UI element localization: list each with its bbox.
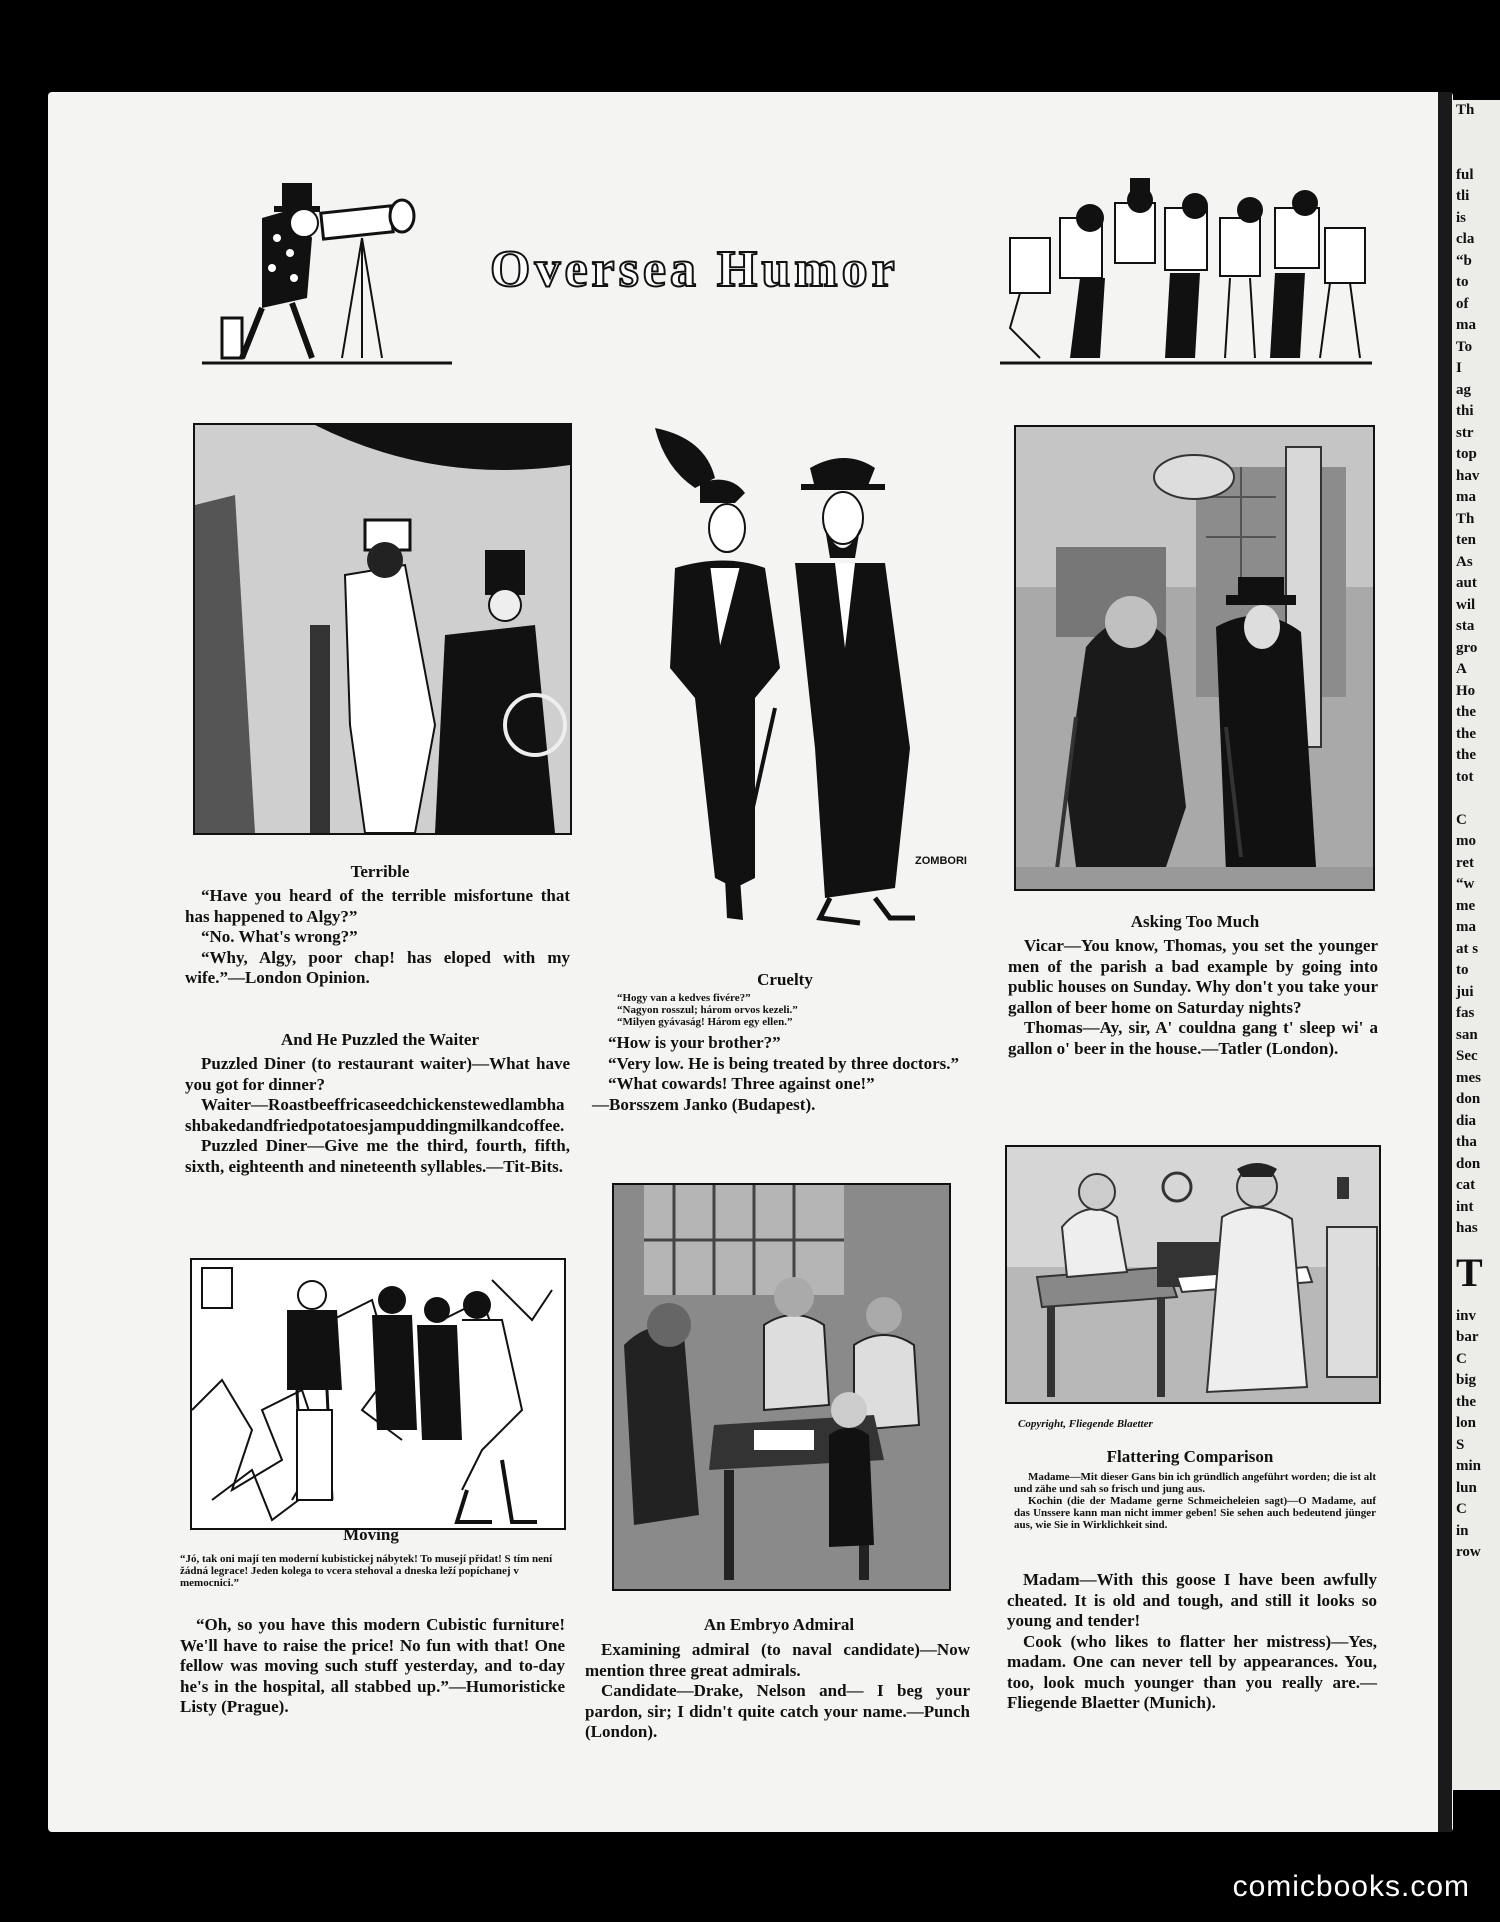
adjacent-page-line <box>1452 143 1500 165</box>
page-spine <box>1438 92 1452 1832</box>
header-banner-right-illustration <box>1000 178 1372 373</box>
adjacent-page-line: C <box>1456 1501 1467 1517</box>
story-paragraph: “Very low. He is being treated by three doctors.” <box>608 1053 959 1073</box>
adjacent-page-line: “b <box>1456 252 1472 269</box>
adjacent-page-line: wil <box>1456 596 1476 613</box>
story-paragraph: “Oh, so you have this modern Cubistic furniture! We'll have to raise the price! No fun with that! One fellow was moving such stuff yesterday, and to-day he's in the hospital, all stabbed up.”—Humoristicke Listy (Prague). <box>180 1615 565 1716</box>
adjacent-page-line: ful <box>1456 166 1474 183</box>
adjacent-page-line: hav <box>1456 467 1480 484</box>
adjacent-page-line: C <box>1456 811 1467 828</box>
story-paragraph: Candidate—Drake, Nelson and— I beg your pardon, sir; I didn't quite catch your name.—Punch (London). <box>585 1681 970 1741</box>
story-foreign-cruelty <box>617 992 977 1028</box>
story-body-flattering <box>1007 1570 1377 1714</box>
adjacent-page-line: As <box>1456 553 1473 570</box>
story-body-waiter <box>185 1054 570 1177</box>
naval-examination-scene-drawing <box>614 1185 949 1589</box>
adjacent-page-line: inv <box>1456 1307 1477 1324</box>
adjacent-page-line: don <box>1456 1155 1481 1172</box>
adjacent-page-line: me <box>1456 897 1476 914</box>
adjacent-page-line: cat <box>1456 1177 1476 1193</box>
adjacent-page-line: thi <box>1456 403 1474 419</box>
adjacent-page-line: ag <box>1456 381 1471 398</box>
foreign-line: “Hogy van a kedves fivére?” <box>617 992 751 1004</box>
adjacent-page-line: To <box>1456 338 1473 355</box>
story-paragraph: Thomas—Ay, sir, A' couldna gang t' sleep wi' a gallon o' beer in the house.—Tatler (London). <box>1008 1018 1378 1058</box>
story-paragraph: Examining admiral (to naval candidate)—Now mention three great admirals. <box>585 1640 970 1680</box>
adjacent-page-line: the <box>1456 747 1476 763</box>
foreign-line: “Nagyon rosszul; három orvos kezeli.” <box>617 1004 798 1016</box>
copyright-caption: Copyright, Fliegende Blaetter <box>1018 1418 1153 1430</box>
story-paragraph: Cook (who likes to flatter her mistress)—Yes, madam. One can never tell by appearances. You, too, look much younger than you really are.—Fliegende Blaetter (Munich). <box>1007 1631 1377 1712</box>
story-title-waiter: And He Puzzled the Waiter <box>281 1030 479 1049</box>
adjacent-page-line: “w <box>1456 876 1475 892</box>
elegant-gentlemen-scene-drawing <box>195 425 570 833</box>
adjacent-page-line: ma <box>1456 489 1476 505</box>
story-title-terrible: Terrible <box>350 862 410 881</box>
adjacent-page-line: C <box>1456 1350 1467 1367</box>
story-paragraph: Waiter—Roastbeeffricaseedchickenstewedlambhashbakedandfriedpotatoesjampuddingmilkandcoffee. <box>185 1095 565 1135</box>
story-body-admiral <box>585 1640 970 1743</box>
adjacent-page-line: at s <box>1456 940 1479 957</box>
illustration-terrible <box>193 423 572 835</box>
adjacent-page-line: row <box>1456 1544 1481 1560</box>
adjacent-page-line: mo <box>1456 833 1476 849</box>
adjacent-page-line: lun <box>1456 1479 1477 1496</box>
adjacent-page-line: dia <box>1456 1112 1477 1129</box>
story-paragraph: Vicar—You know, Thomas, you set the younger men of the parish a bad example by going into public houses on Sunday. Why don't you take your gallon of beer home on Saturday nights? <box>1008 936 1378 1017</box>
story-body-terrible <box>185 886 570 989</box>
adjacent-page-line: T <box>1456 1249 1483 1295</box>
adjacent-page-line: I <box>1456 360 1462 376</box>
adjacent-page-line: ma <box>1456 919 1476 935</box>
adjacent-page-line: sta <box>1456 618 1475 634</box>
illustration-admiral <box>612 1183 951 1591</box>
foreign-line: Kochin (die der Madame gerne Schmeicheleien sagt)—O Madame, auf das Unssere kann man nicht immer geben! Sie sehen auch bedeutend jünger aus, wie Sie in Wirklichkeit sind. <box>1014 1495 1376 1531</box>
story-body-asking <box>1008 936 1378 1059</box>
adjacent-page-line: has <box>1456 1220 1478 1236</box>
story-title-admiral: An Embryo Admiral <box>703 1615 855 1634</box>
story-paragraph: “No. What's wrong?” <box>201 927 358 946</box>
adjacent-page-strip <box>1452 100 1500 1790</box>
adjacent-page-line: of <box>1456 295 1469 312</box>
adjacent-page-line: bar <box>1456 1329 1479 1345</box>
illustration-flattering <box>1005 1145 1381 1404</box>
adjacent-page-line: Sec <box>1456 1048 1478 1064</box>
story-body-moving <box>180 1615 565 1718</box>
adjacent-page-line: Th <box>1456 510 1475 527</box>
adjacent-page-line: ret <box>1456 854 1475 871</box>
uncle-sam-telescope-drawing <box>202 178 452 368</box>
adjacent-page-line: mes <box>1456 1069 1481 1086</box>
watermark: comicbooks.com <box>1232 1870 1470 1903</box>
story-paragraph: “Why, Algy, poor chap! has eloped with my wife.”—London Opinion. <box>185 947 570 987</box>
illustration-cruelty <box>615 418 995 958</box>
illustration-moving <box>190 1258 566 1530</box>
adjacent-page-line: in <box>1456 1522 1469 1539</box>
adjacent-page-line: the <box>1456 725 1476 742</box>
adjacent-page-line: to <box>1456 962 1469 978</box>
adjacent-page-line: min <box>1456 1458 1482 1474</box>
adjacent-page-line: ma <box>1456 317 1476 333</box>
adjacent-page-line: top <box>1456 446 1477 462</box>
story-foreign-moving: “Jó, tak oni mají ten moderní kubistickej nábytek! To musejí přidat! S tím není žádná legrace! Jeden kolega to vcera stehoval a dneska leží popíchanej v memocnici.” <box>180 1553 553 1589</box>
story-paragraph: Puzzled Diner (to restaurant waiter)—What have you got for dinner? <box>185 1054 570 1094</box>
cubist-furniture-movers-drawing <box>192 1260 564 1528</box>
story-foreign-flattering <box>1014 1471 1376 1531</box>
adjacent-page-line: Ho <box>1456 682 1476 699</box>
artist-signature: ZOMBORI <box>915 855 967 867</box>
story-title-cruelty: Cruelty <box>757 970 813 989</box>
adjacent-page-line: is <box>1456 209 1467 226</box>
header-banner-left-illustration <box>202 178 452 368</box>
adjacent-page-line: jui <box>1456 983 1474 1000</box>
adjacent-page-line <box>1452 788 1500 810</box>
story-body-cruelty <box>592 1033 972 1115</box>
vicar-and-villager-scene-drawing <box>1016 427 1373 889</box>
adjacent-page-line: A <box>1456 661 1467 677</box>
foreign-line: “Milyen gyávaság! Három egy ellen.” <box>617 1016 793 1028</box>
illustration-asking <box>1014 425 1375 891</box>
page-title: Oversea Humor <box>490 241 899 298</box>
story-title-flattering: Flattering Comparison <box>1106 1447 1274 1466</box>
kitchen-cook-and-madame-drawing <box>1007 1147 1379 1402</box>
adjacent-page-line: the <box>1456 704 1476 720</box>
adjacent-page-line: ten <box>1456 532 1476 548</box>
adjacent-page-line: Th <box>1456 102 1475 118</box>
couple-with-cane-drawing <box>615 418 995 958</box>
adjacent-page-line: fas <box>1456 1005 1475 1021</box>
foreign-line: Madame—Mit dieser Gans bin ich gründlich angeführt worden; die ist alt und zähe und sah so frisch und jung aus. <box>1014 1471 1376 1495</box>
adjacent-page-line: int <box>1456 1198 1474 1215</box>
story-paragraph: “How is your brother?” <box>608 1033 781 1052</box>
adjacent-page-line: tli <box>1456 188 1470 204</box>
adjacent-page-line <box>1452 122 1500 144</box>
story-title-asking: Asking Too Much <box>1130 912 1260 931</box>
story-paragraph: —Borsszem Janko (Budapest). <box>592 1094 816 1114</box>
adjacent-page-line: san <box>1456 1026 1478 1043</box>
adjacent-page-line: big <box>1456 1372 1477 1388</box>
adjacent-page-line: aut <box>1456 575 1477 591</box>
story-paragraph: Madam—With this goose I have been awfully cheated. It is old and tough, and still it looks so young and tender! <box>1007 1570 1377 1630</box>
story-paragraph: Puzzled Diner—Give me the third, fourth, fifth, sixth, eighteenth and nineteenth syllables.—Tit-Bits. <box>185 1136 570 1176</box>
adjacent-page-line: cla <box>1456 231 1475 247</box>
adjacent-page-line: don <box>1456 1091 1481 1107</box>
adjacent-page-line: lon <box>1456 1415 1477 1431</box>
adjacent-page-line: the <box>1456 1393 1476 1410</box>
story-paragraph: “What cowards! Three against one!” <box>608 1074 875 1093</box>
story-paragraph: “Have you heard of the terrible misfortune that has happened to Algy?” <box>185 886 570 926</box>
story-title-moving: Moving <box>343 1525 399 1544</box>
adjacent-page-line: tot <box>1456 768 1474 785</box>
adjacent-page-line: tha <box>1456 1134 1477 1150</box>
european-figures-reading-newspapers-drawing <box>1000 178 1372 373</box>
adjacent-page-line: to <box>1456 274 1469 290</box>
adjacent-page-line: gro <box>1456 639 1478 656</box>
adjacent-page-line: str <box>1456 424 1474 441</box>
adjacent-page-line: S <box>1456 1436 1465 1453</box>
